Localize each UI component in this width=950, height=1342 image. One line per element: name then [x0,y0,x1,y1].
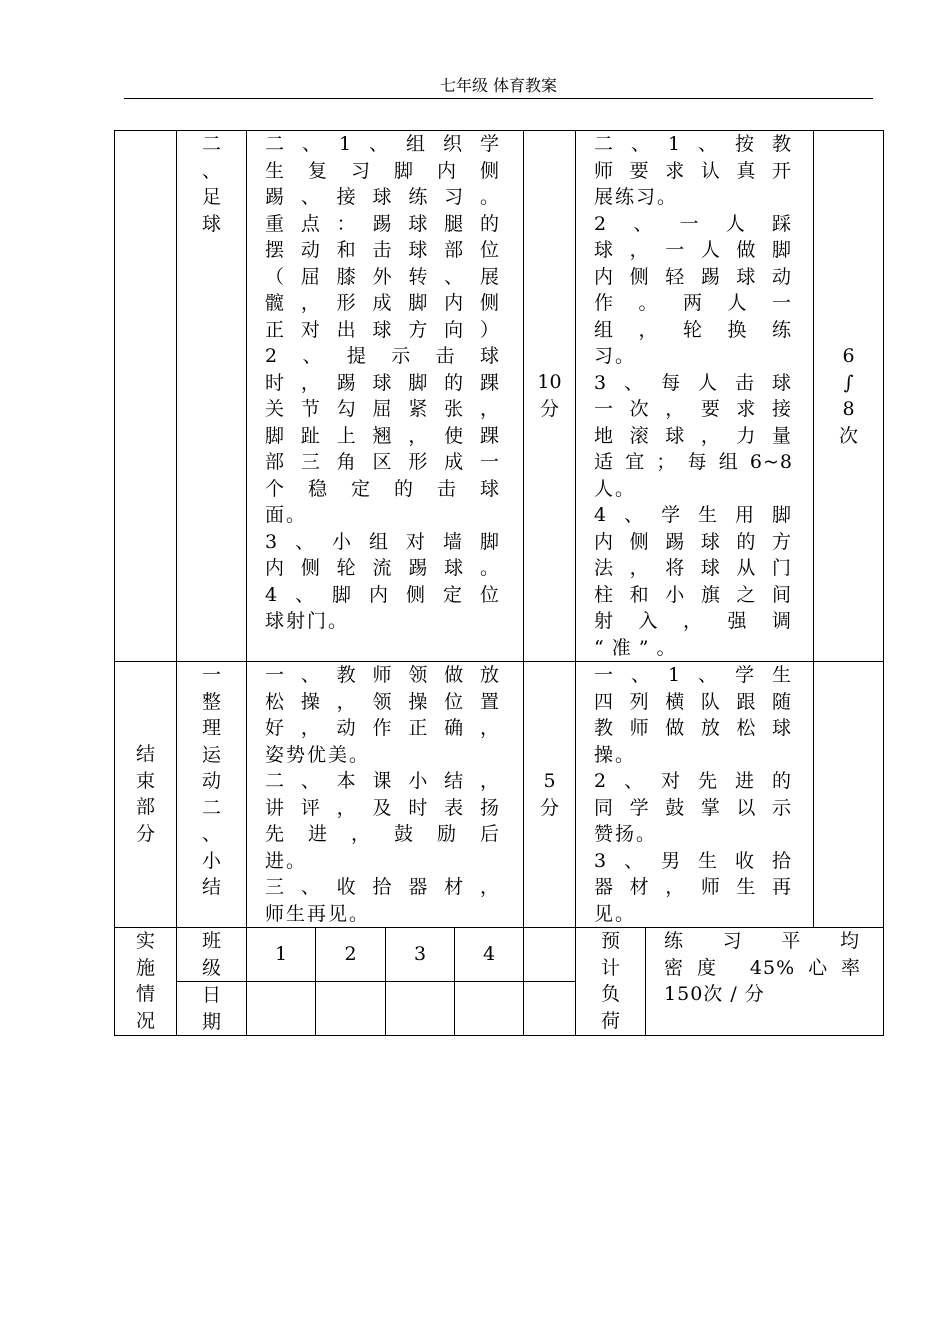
football-practice: 二、1、按教 师要求认真开 展练习。 2、一人踩 球，一人做脚 内侧轻踢球动 作。两人一 组，轮换练 习。 3、每人击球 一次，要求接 地滚球，力量 适宜；每组6~8 人。 4、学生用脚 内侧踢球的方 法，将球从门 柱和小旗之间 射入，强调 “准”。 [576,131,814,662]
implementation-row-class [115,928,884,982]
ending-row [115,662,884,928]
football-content: 二、1、组织学 生复习脚内侧 踢、接球练习。 重点：踢球腿的 摆动和击球部位 （屈膝外转、展 髋，形成脚内侧 正对出球方向） 2、提示击球 时，踢球脚的踝 关节勾屈紧张， 脚趾上翘，使踝 部三角区形成一 个稳定的击球 面。 3、小组对墙脚 内侧轮流踢球。 4、脚内侧定位 球射门。 [247,131,524,662]
class-number-3: 3 [386,928,455,982]
date-label: 日 期 [177,982,247,1036]
class-label: 班 级 [177,928,247,982]
date-cell-empty [524,982,576,1036]
part-cell-empty [115,131,177,662]
ending-practice: 一、1、学生 四列横队跟随 教师做放松球 操。 2、对先进的 同学鼓掌以示 赞扬。 3、男生收拾 器材，师生再 见。 [576,662,814,928]
page-header-title: 七年级 体育教案 [439,76,558,95]
football-section-label: 二 、 足 球 [177,131,247,662]
ending-count-empty [814,662,884,928]
lesson-plan-table [114,130,884,1036]
class-number-empty [524,928,576,982]
ending-content: 一、教师领做放 松操，领操位置 好，动作正确， 姿势优美。 二、本课小结， 讲评，及时表扬 先进，鼓励后 进。 三、收拾器材， 师生再见。 [247,662,524,928]
date-cell-2[interactable] [316,982,386,1036]
date-cell-3[interactable] [386,982,455,1036]
football-time: 10 分 [524,131,576,662]
load-text: 练习平均 密度 45%心率 150次 / 分 [646,928,884,1036]
ending-time: 5 分 [524,662,576,928]
ending-section-label: 一 整 理 运 动 二 、 小 结 [177,662,247,928]
football-row [115,131,884,662]
page-header [124,74,873,99]
implementation-label: 实 施 情 况 [115,928,177,1036]
date-cell-4[interactable] [455,982,524,1036]
ending-part-label: 结 束 部 分 [115,662,177,928]
football-count: 6 ∫ 8 次 [814,131,884,662]
date-cell-1[interactable] [247,982,316,1036]
class-number-1: 1 [247,928,316,982]
class-number-4: 4 [455,928,524,982]
load-label: 预 计 负 荷 [576,928,646,1036]
class-number-2: 2 [316,928,386,982]
